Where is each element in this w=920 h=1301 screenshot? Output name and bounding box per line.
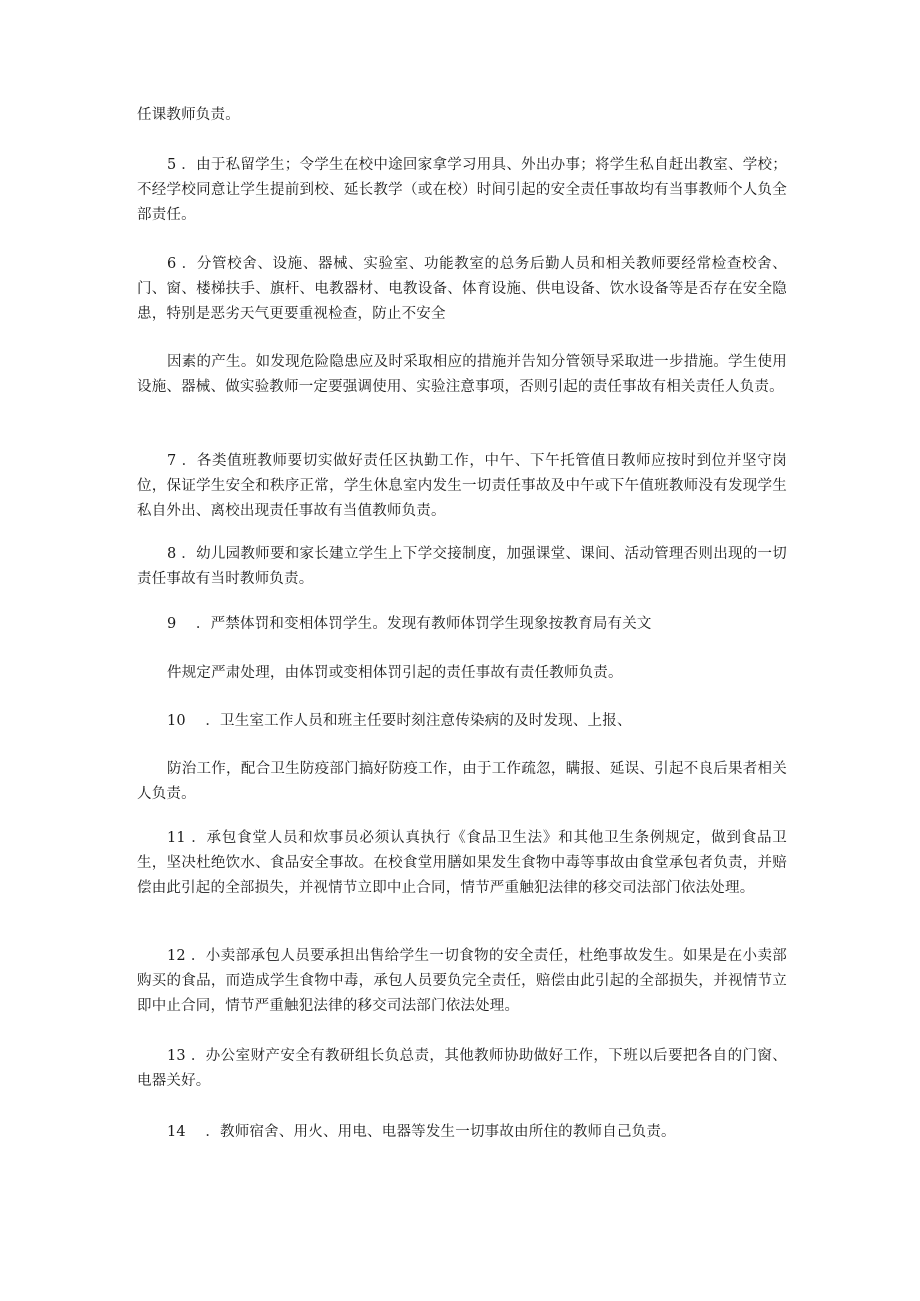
paragraph-item-11: 11 ．承包食堂人员和炊事员必须认真执行《食品卫生法》和其他卫生条例规定，做到食品卫生，坚决杜绝饮水、食品安全事故。在校食堂用膳如果发生食物中毒等事故由食堂承包者负责，并赔偿由此引起的全部损失，并视情节立即中止合同，情节严重触犯法律的移交司法部门依法处理。 (137, 830, 787, 896)
paragraph-item-12: 12 ．小卖部承包人员要承担出售给学生一切食物的安全责任，杜绝事故发生。如果是在小卖部购买的食品，而造成学生食物中毒，承包人员要负完全责任，赔偿由此引起的全部损失，并视情节立即中止合同，情节严重触犯法律的移交司法部门依法处理。 (137, 948, 787, 1014)
paragraph-item-9-continued: 件规定严肃处理，由体罚或变相体罚引起的责任事故有责任教师负责。 (167, 665, 623, 681)
paragraph-item-6: 6 ．分管校舍、设施、器械、实验室、功能教室的总务后勤人员和相关教师要经常检查校舍、门、窗、楼梯扶手、旗杆、电教器材、电教设备、体育设施、供电设备、饮水设备等是否存在安全隐患，特别是恶劣天气更要重视检查，防止不安全 (137, 256, 787, 322)
paragraph-item-10: 10 ．卫生室工作人员和班主任要时刻注意传染病的及时发现、上报、 (167, 713, 632, 729)
paragraph-item-9: 9 ．严禁体罚和变相体罚学生。发现有教师体罚学生现象按教育局有关文 (167, 616, 652, 632)
paragraph-item-10-continued: 防治工作，配合卫生防疫部门搞好防疫工作，由于工作疏忽，瞒报、延误、引起不良后果者相关人负责。 (137, 761, 787, 802)
paragraph-item-7: 7 ．各类值班教师要切实做好责任区执勤工作，中午、下午托管值日教师应按时到位并坚守岗位，保证学生安全和秩序正常，学生休息室内发生一切责任事故及中午或下午值班教师没有发现学生私自外出、离校出现责任事故有当值教师负责。 (137, 453, 787, 519)
paragraph-item-5: 5 ．由于私留学生；令学生在校中途回家拿学习用具、外出办事；将学生私自赶出教室、学校；不经学校同意让学生提前到校、延长教学（或在校）时间引起的安全责任事故均有当事教师个人负全部责任。 (137, 157, 787, 223)
paragraph-item-14: 14 ．教师宿舍、用火、用电、电器等发生一切事故由所住的教师自己负责。 (167, 1124, 676, 1140)
paragraph-item-6-continued: 因素的产生。如发现危险隐患应及时采取相应的措施并告知分管领导采取进一步措施。学生使用设施、器械、做实验教师一定要强调使用、实验注意事项，否则引起的责任事故有相关责任人负责。 (137, 354, 787, 395)
paragraph-item-8: 8 ．幼儿园教师要和家长建立学生上下学交接制度，加强课堂、课间、活动管理否则出现的一切责任事故有当时教师负责。 (137, 546, 787, 587)
paragraph-continuation-responsible-teacher: 任课教师负责。 (137, 107, 240, 123)
paragraph-item-13: 13 ．办公室财产安全有教研组长负总责，其他教师协助做好工作，下班以后要把各自的门窗、电器关好。 (137, 1048, 787, 1089)
